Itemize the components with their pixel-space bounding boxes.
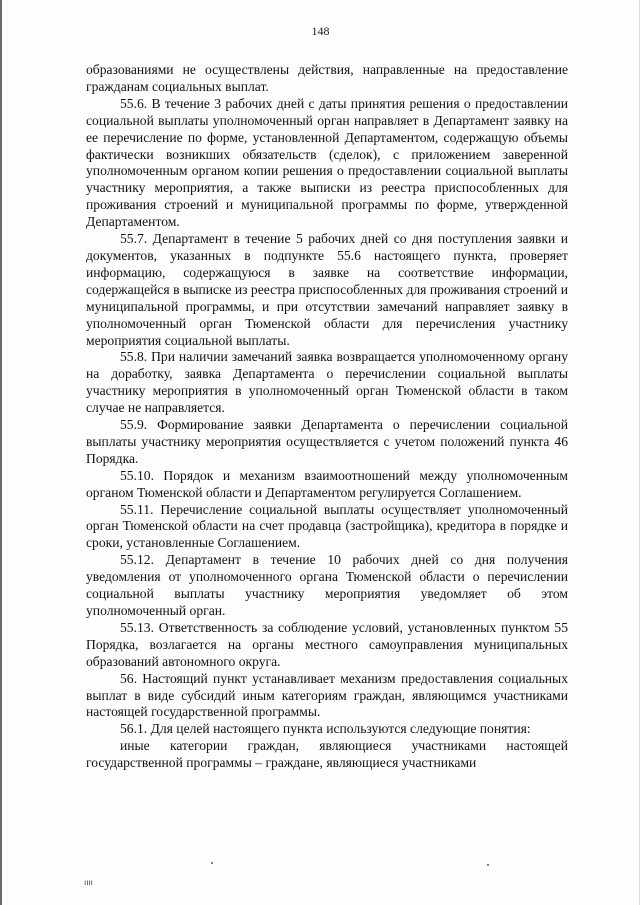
scan-footer-mark: ıııı [84,878,93,887]
paragraph-56-1: 56.1. Для целей настоящего пункта используются следующие понятия: [120,721,531,737]
paragraph-continuation: образованиями не осуществлены действия, направленные на предоставление гражданам социальных выплат. [86,62,568,94]
document-body [86,62,568,772]
paragraph-55-6: 55.6. В течение 3 рабочих дней с даты принятия решения о предоставлении социальной выплаты уполномоченный орган направляет в Департамент заявку на ее перечисление по форме, установленной Департаментом, содержащую объемы фактически возникших обязательств (сделок), с приложением заверенной уполномоченным органом копии решения о предоставлении социальной выплаты участнику мероприятия, а также выписки из реестра приспособленных для проживания строений и муниципальной программы по форме, утвержденной Департаментом. [86,95,568,230]
paragraph-55-11: 55.11. Перечисление социальной выплаты осуществляет уполномоченный орган Тюменской области на счет продавца (застройщика), кредитора в порядке и сроки, установленные Соглашением. [86,501,568,551]
paragraph-55-7: 55.7. Департамент в течение 5 рабочих дней со дня поступления заявки и документов, указанных в подпункте 55.6 настоящего пункта, проверяет информацию, содержащуюся в заявке на соответствие информации, содержащейся в выписке из реестра приспособленных для проживания строений и муниципальной программы, и при отсутствии замечаний направляет заявку в уполномоченный орган Тюменской области для перечисления участнику мероприятия социальной выплаты. [86,231,568,348]
scan-speck [487,864,489,866]
scan-speck [211,862,213,864]
paragraph-56: 56. Настоящий пункт устанавливает механизм предоставления социальных выплат в виде субсидий иным категориям граждан, являющимся участниками настоящей государственной программы. [86,670,568,720]
paragraph-definition: иные категории граждан, являющиеся участниками настоящей государственной программы – граждане, являющиеся участниками [86,738,568,771]
paragraph-55-10: 55.10. Порядок и механизм взаимоотношений между уполномоченным органом Тюменской области и Департаментом регулируется Соглашением. [86,467,568,500]
paragraph-55-8: 55.8. При наличии замечаний заявка возвращается уполномоченному органу на доработку, заявка Департамента о перечислении социальной выплаты участнику мероприятия в уполномоченный орган Тюменской области в таком случае не направляется. [86,349,568,416]
paragraph-55-12: 55.12. Департамент в течение 10 рабочих дней со дня получения уведомления от уполномоченного органа Тюменской области о перечислении социальной выплаты участнику мероприятия уведомляет об этом уполномоченный орган. [86,552,568,618]
paragraph-55-13: 55.13. Ответственность за соблюдение условий, установленных пунктом 55 Порядка, возлагается на органы местного самоуправления муниципальных образований автономного округа. [86,619,568,669]
page-number: 148 [311,24,330,38]
paragraph-55-9: 55.9. Формирование заявки Департамента о перечислении социальной выплаты участнику мероприятия осуществляется с учетом положений пункта 46 Порядка. [86,417,568,466]
